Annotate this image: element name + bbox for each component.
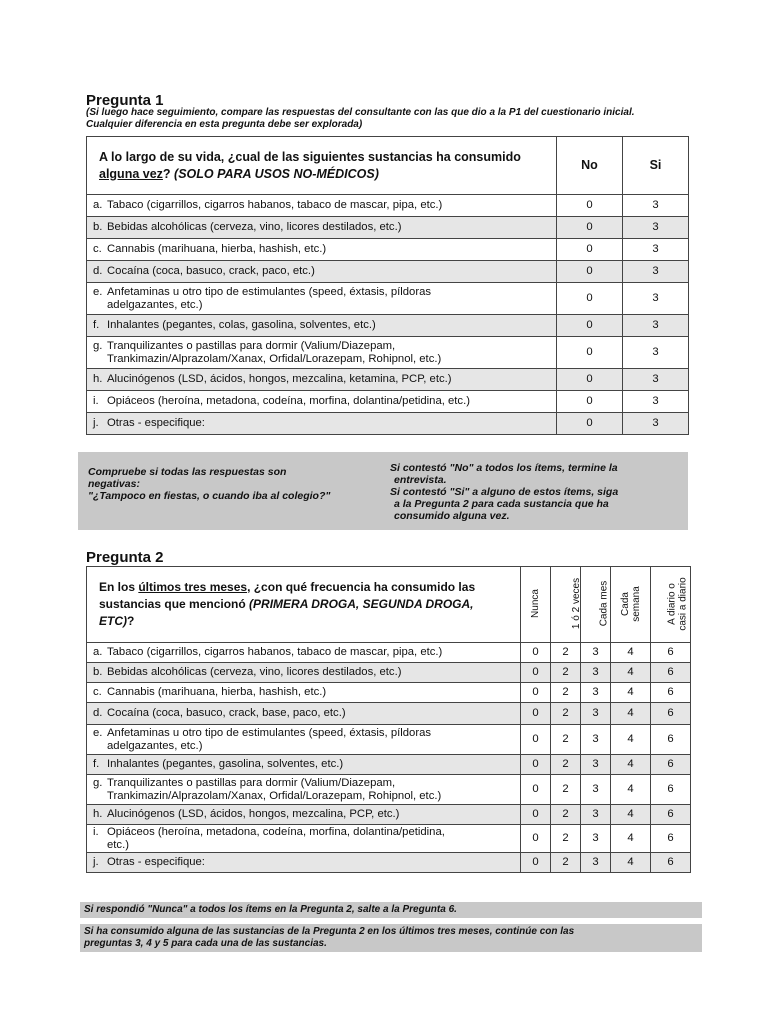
- answer-si-cell[interactable]: 3: [623, 283, 689, 315]
- pregunta-2-title: Pregunta 2: [86, 549, 164, 566]
- item-letter: a.: [93, 199, 103, 212]
- table-row: [87, 413, 689, 435]
- note-line: (Si luego hace seguimiento, compare las respuestas del consultante con las que dio a la P1 del cuestionario inicial.: [86, 107, 635, 118]
- col-nunca-header: Nunca: [521, 567, 551, 643]
- pregunta-1-title: Pregunta 1: [86, 92, 164, 109]
- answer-a-diario-cell[interactable]: 6: [651, 825, 691, 853]
- answer-no-cell[interactable]: 0: [557, 391, 623, 413]
- answer-no-cell[interactable]: 0: [557, 261, 623, 283]
- pregunta-1-note: [86, 107, 696, 131]
- answer-1-2-veces-cell[interactable]: 2: [551, 853, 581, 873]
- item-letter: j.: [93, 417, 99, 430]
- footer-note-skip: Si respondió "Nunca" a todos los ítems en la Pregunta 2, salte a la Pregunta 6.: [80, 902, 702, 918]
- table-row: [87, 283, 689, 315]
- answer-cada-semana-cell[interactable]: 4: [611, 643, 651, 663]
- item-label: h. Alucinógenos (LSD, ácidos, hongos, mezcalina, ketamina, PCP, etc.): [87, 369, 557, 391]
- item-letter: d.: [93, 265, 103, 278]
- item-label: f. Inhalantes (pegantes, gasolina, solventes, etc.): [87, 755, 521, 775]
- item-label: e. Anfetaminas u otro tipo de estimulantes (speed, éxtasis, píldoras adelgazantes, etc.): [87, 283, 557, 315]
- answer-cada-mes-cell[interactable]: 3: [581, 725, 611, 755]
- table-row: [87, 239, 689, 261]
- item-letter: g.: [93, 340, 103, 352]
- pregunta-2-rows: [87, 643, 691, 873]
- check-right: Si contestó "No" a todos los ítems, termine la entrevista. Si contestó "Si" a alguno de estos ítems, siga a la Pregunta 2 para cada sustancia que ha consumido alguna vez.: [390, 462, 619, 522]
- table-row: [87, 315, 689, 337]
- answer-nunca-cell[interactable]: 0: [521, 825, 551, 853]
- answer-1-2-veces-cell[interactable]: 2: [551, 663, 581, 683]
- answer-1-2-veces-cell[interactable]: 2: [551, 643, 581, 663]
- item-label: e. Anfetaminas u otro tipo de estimulantes (speed, éxtasis, píldoras adelgazantes, etc.): [87, 725, 521, 755]
- item-letter: c.: [93, 686, 102, 699]
- table-row: [87, 725, 691, 755]
- answer-a-diario-cell[interactable]: 6: [651, 853, 691, 873]
- answer-si-cell[interactable]: 3: [623, 337, 689, 369]
- answer-si-cell[interactable]: 3: [623, 261, 689, 283]
- answer-cada-mes-cell[interactable]: 3: [581, 755, 611, 775]
- answer-si-cell[interactable]: 3: [623, 369, 689, 391]
- pregunta-2-question: En los últimos tres meses, ¿con qué frecuencia ha consumido las sustancias que mencionó (PRIMERA DROGA, SEGUNDA DROGA, ETC)?: [87, 567, 521, 643]
- item-letter: c.: [93, 243, 102, 256]
- answer-si-cell[interactable]: 3: [623, 239, 689, 261]
- answer-no-cell[interactable]: 0: [557, 337, 623, 369]
- item-letter: g.: [93, 777, 103, 789]
- item-label: b. Bebidas alcohólicas (cerveza, vino, licores destilados, etc.): [87, 217, 557, 239]
- answer-si-cell[interactable]: 3: [623, 413, 689, 435]
- item-label: g. Tranquilizantes o pastillas para dormir (Valium/Diazepam, Trankimazin/Alprazolam/Xanax, Orfidal/Lorazepam, Rohipnol, etc.): [87, 337, 557, 369]
- answer-si-cell[interactable]: 3: [623, 315, 689, 337]
- answer-1-2-veces-cell[interactable]: 2: [551, 683, 581, 703]
- table-row: [87, 805, 691, 825]
- col-1-2-veces-header: 1 ó 2 veces: [551, 567, 581, 643]
- table-row: [87, 663, 691, 683]
- table-row: [87, 391, 689, 413]
- answer-a-diario-cell[interactable]: 6: [651, 775, 691, 805]
- answer-cada-semana-cell[interactable]: 4: [611, 683, 651, 703]
- item-letter: h.: [93, 808, 103, 821]
- item-label: c. Cannabis (marihuana, hierba, hashish, etc.): [87, 239, 557, 261]
- answer-1-2-veces-cell[interactable]: 2: [551, 825, 581, 853]
- pregunta-1-rows: [87, 195, 689, 435]
- answer-nunca-cell[interactable]: 0: [521, 643, 551, 663]
- answer-cada-semana-cell[interactable]: 4: [611, 825, 651, 853]
- answer-cada-mes-cell[interactable]: 3: [581, 825, 611, 853]
- table-row: [87, 755, 691, 775]
- table-row: [87, 643, 691, 663]
- item-letter: f.: [93, 758, 100, 771]
- item-letter: b.: [93, 666, 103, 679]
- answer-no-cell[interactable]: 0: [557, 239, 623, 261]
- table-row: [87, 195, 689, 217]
- answer-nunca-cell[interactable]: 0: [521, 703, 551, 725]
- item-label: i. Opiáceos (heroína, metadona, codeína, morfina, dolantina/petidina, etc.): [87, 391, 557, 413]
- answer-1-2-veces-cell[interactable]: 2: [551, 725, 581, 755]
- table-row: [87, 853, 691, 873]
- table-row: [87, 337, 689, 369]
- answer-cada-semana-cell[interactable]: 4: [611, 703, 651, 725]
- answer-cada-semana-cell[interactable]: 4: [611, 725, 651, 755]
- note-line: Cualquier diferencia en esta pregunta debe ser explorada): [86, 119, 363, 130]
- answer-a-diario-cell[interactable]: 6: [651, 755, 691, 775]
- answer-cada-semana-cell[interactable]: 4: [611, 805, 651, 825]
- answer-nunca-cell[interactable]: 0: [521, 663, 551, 683]
- table-row: [87, 217, 689, 239]
- item-letter: h.: [93, 373, 103, 386]
- answer-a-diario-cell[interactable]: 6: [651, 643, 691, 663]
- item-label: a. Tabaco (cigarrillos, cigarros habanos, tabaco de mascar, pipa, etc.): [87, 643, 521, 663]
- table-row: [87, 703, 691, 725]
- answer-cada-mes-cell[interactable]: 3: [581, 643, 611, 663]
- answer-cada-mes-cell[interactable]: 3: [581, 853, 611, 873]
- footer-note-continue: Si ha consumido alguna de las sustancias de la Pregunta 2 en los últimos tres meses, continúe con las preguntas 3, 4 y 5 para cada una de las sustancias.: [80, 924, 702, 952]
- answer-1-2-veces-cell[interactable]: 2: [551, 703, 581, 725]
- item-label: h. Alucinógenos (LSD, ácidos, hongos, mezcalina, PCP, etc.): [87, 805, 521, 825]
- answer-nunca-cell[interactable]: 0: [521, 725, 551, 755]
- answer-cada-semana-cell[interactable]: 4: [611, 663, 651, 683]
- item-letter: j.: [93, 856, 99, 869]
- answer-no-cell[interactable]: 0: [557, 195, 623, 217]
- answer-no-cell[interactable]: 0: [557, 217, 623, 239]
- col-cada-semana-header: Cada semana: [611, 567, 651, 643]
- item-letter: i.: [93, 826, 99, 838]
- answer-1-2-veces-cell[interactable]: 2: [551, 775, 581, 805]
- answer-no-cell[interactable]: 0: [557, 315, 623, 337]
- answer-no-cell[interactable]: 0: [557, 283, 623, 315]
- answer-cada-mes-cell[interactable]: 3: [581, 703, 611, 725]
- table-row: [87, 261, 689, 283]
- item-label: d. Cocaína (coca, basuco, crack, paco, etc.): [87, 261, 557, 283]
- answer-1-2-veces-cell[interactable]: 2: [551, 755, 581, 775]
- col-no-header: No: [557, 137, 623, 195]
- answer-a-diario-cell[interactable]: 6: [651, 725, 691, 755]
- item-label: a. Tabaco (cigarrillos, cigarros habanos, tabaco de mascar, pipa, etc.): [87, 195, 557, 217]
- item-letter: e.: [93, 727, 103, 739]
- item-letter: f.: [93, 319, 100, 332]
- answer-nunca-cell[interactable]: 0: [521, 805, 551, 825]
- answer-no-cell[interactable]: 0: [557, 369, 623, 391]
- check-left: Compruebe si todas las respuestas son negativas: "¿Tampoco en fiestas, o cuando iba al colegio?": [88, 466, 331, 502]
- answer-cada-mes-cell[interactable]: 3: [581, 663, 611, 683]
- answer-1-2-veces-cell[interactable]: 2: [551, 805, 581, 825]
- item-letter: e.: [93, 286, 103, 298]
- answer-a-diario-cell[interactable]: 6: [651, 663, 691, 683]
- answer-cada-mes-cell[interactable]: 3: [581, 775, 611, 805]
- pregunta-1-table: [86, 136, 689, 435]
- answer-cada-mes-cell[interactable]: 3: [581, 805, 611, 825]
- table-row: [87, 825, 691, 853]
- table-row: [87, 775, 691, 805]
- answer-si-cell[interactable]: 3: [623, 391, 689, 413]
- item-label: f. Inhalantes (pegantes, colas, gasolina, solventes, etc.): [87, 315, 557, 337]
- answer-nunca-cell[interactable]: 0: [521, 853, 551, 873]
- table-row: [87, 683, 691, 703]
- item-label: i. Opiáceos (heroína, metadona, codeína, morfina, dolantina/petidina, etc.): [87, 825, 521, 853]
- check-instructions: [78, 452, 688, 530]
- answer-a-diario-cell[interactable]: 6: [651, 703, 691, 725]
- item-label: b. Bebidas alcohólicas (cerveza, vino, licores destilados, etc.): [87, 663, 521, 683]
- answer-nunca-cell[interactable]: 0: [521, 683, 551, 703]
- item-letter: i.: [93, 395, 99, 408]
- item-letter: a.: [93, 646, 103, 659]
- answer-no-cell[interactable]: 0: [557, 413, 623, 435]
- answer-si-cell[interactable]: 3: [623, 217, 689, 239]
- answer-a-diario-cell[interactable]: 6: [651, 683, 691, 703]
- answer-a-diario-cell[interactable]: 6: [651, 805, 691, 825]
- col-a-diario-header: A diario o casi a diario: [651, 567, 691, 643]
- answer-cada-semana-cell[interactable]: 4: [611, 775, 651, 805]
- item-label: j. Otras - especifique:: [87, 853, 521, 873]
- item-label: c. Cannabis (marihuana, hierba, hashish, etc.): [87, 683, 521, 703]
- col-si-header: Si: [623, 137, 689, 195]
- answer-cada-semana-cell[interactable]: 4: [611, 755, 651, 775]
- table-row: [87, 369, 689, 391]
- item-letter: d.: [93, 707, 103, 720]
- pregunta-1-question: A lo largo de su vida, ¿cual de las siguientes sustancias ha consumido alguna vez? (SOLO PARA USOS NO-MÉDICOS): [87, 137, 557, 195]
- answer-cada-semana-cell[interactable]: 4: [611, 853, 651, 873]
- item-label: g. Tranquilizantes o pastillas para dormir (Valium/Diazepam, Trankimazin/Alprazolam/Xanax, Orfidal/Lorazepam, Rohipnol, etc.): [87, 775, 521, 805]
- answer-nunca-cell[interactable]: 0: [521, 775, 551, 805]
- answer-nunca-cell[interactable]: 0: [521, 755, 551, 775]
- answer-cada-mes-cell[interactable]: 3: [581, 683, 611, 703]
- item-label: j. Otras - especifique:: [87, 413, 557, 435]
- answer-si-cell[interactable]: 3: [623, 195, 689, 217]
- pregunta-2-table: [86, 566, 691, 873]
- col-cada-mes-header: Cada mes: [581, 567, 611, 643]
- item-label: d. Cocaína (coca, basuco, crack, base, paco, etc.): [87, 703, 521, 725]
- item-letter: b.: [93, 221, 103, 234]
